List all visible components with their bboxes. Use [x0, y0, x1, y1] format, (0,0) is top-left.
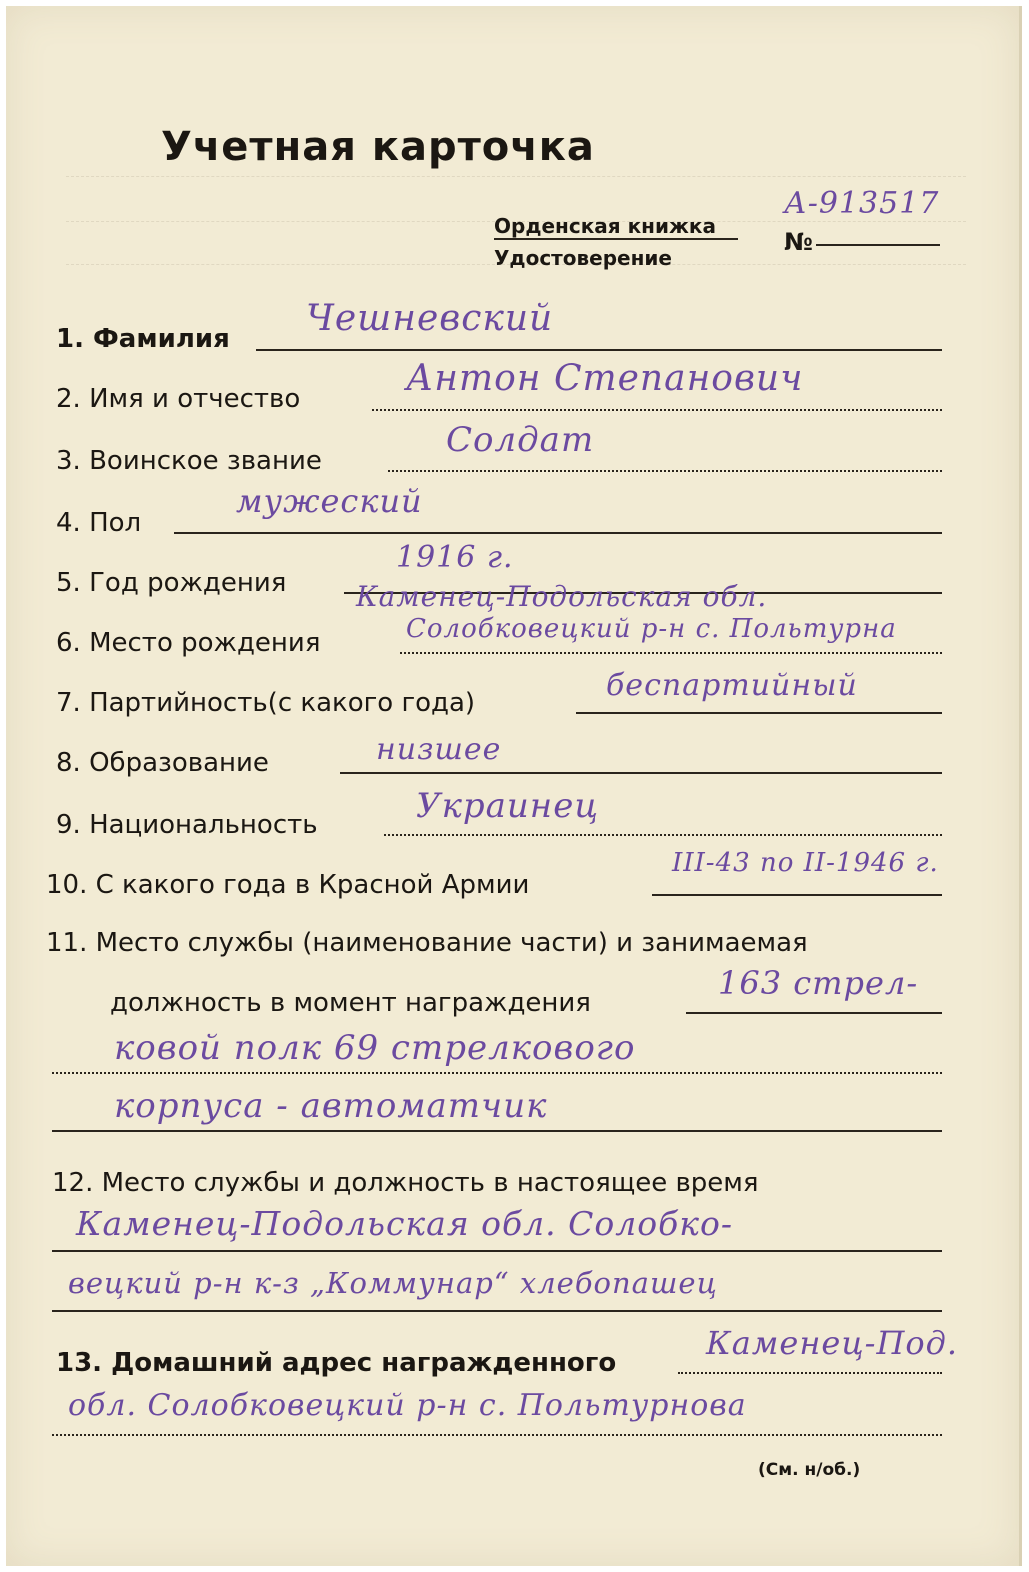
party-line: [576, 712, 942, 714]
order-book-label: Орденская книжка: [494, 214, 716, 238]
address-value-2: обл. Солобковецкий р-н с. Польтурнова: [68, 1388, 747, 1423]
service-value-2: ковой полк 69 стрелкового: [114, 1028, 636, 1068]
bleed-through-line: [66, 176, 966, 177]
party-label: 7. Партийность(с какого года): [56, 688, 476, 718]
nationality-label: 9. Национальность: [56, 810, 318, 840]
rank-label: 3. Воинское звание: [56, 446, 322, 476]
current-service-label: 12. Место службы и должность в настоящее время: [52, 1168, 759, 1198]
current-service-value-2: вецкий р-н к-з „Коммунар“ хлебопашец: [68, 1266, 718, 1300]
name-value: Антон Степанович: [406, 358, 804, 399]
birth-year-label: 5. Год рождения: [56, 568, 287, 598]
number-line: [816, 244, 940, 246]
number-value: А-913517: [784, 186, 940, 221]
education-value: низшее: [376, 732, 502, 767]
address-label: 13. Домашний адрес награжденного: [56, 1348, 617, 1378]
birthplace-label: 6. Место рождения: [56, 628, 321, 658]
birthplace-line: [400, 652, 942, 654]
current-service-value-1: Каменец-Подольская обл. Солобко-: [76, 1204, 734, 1243]
sex-label: 4. Пол: [56, 508, 142, 538]
party-value: беспартийный: [606, 668, 858, 703]
army-line: [652, 894, 942, 896]
education-line: [340, 772, 942, 774]
birth-year-value: 1916 г.: [396, 540, 514, 575]
surname-line: [256, 349, 942, 351]
education-label: 8. Образование: [56, 748, 269, 778]
number-label: №: [784, 228, 813, 256]
service-label-1: 11. Место службы (наименование части) и занимаемая: [46, 928, 808, 958]
order-book-strike: [494, 238, 738, 240]
birthplace-value-1: Каменец-Подольская обл.: [356, 580, 768, 613]
service-line-2: [52, 1072, 942, 1074]
sex-line: [174, 532, 942, 534]
service-label-2: должность в момент награждения: [110, 988, 591, 1018]
service-value-3: корпуса - автоматчик: [114, 1086, 548, 1126]
address-line-1: [678, 1372, 942, 1374]
army-value: III-43 по II-1946 г.: [672, 848, 939, 878]
current-service-line-1: [52, 1250, 942, 1252]
current-service-line-2: [52, 1310, 942, 1312]
rank-value: Солдат: [446, 420, 595, 460]
sex-value: мужеский: [236, 482, 423, 520]
name-line: [372, 409, 942, 411]
birthplace-value-2: Солобковецкий р-н с. Польтурна: [406, 614, 897, 644]
record-card: [6, 6, 1022, 1566]
name-label: 2. Имя и отчество: [56, 384, 301, 414]
service-value-1: 163 стрел-: [718, 964, 919, 1002]
surname-value: Чешневский: [306, 298, 554, 339]
service-line-1: [686, 1012, 942, 1014]
rank-line: [388, 470, 942, 472]
address-line-2: [52, 1434, 942, 1436]
nationality-line: [384, 834, 942, 836]
nationality-value: Украинец: [416, 786, 600, 826]
card-title: Учетная карточка: [161, 124, 595, 170]
army-label: 10. С какого года в Красной Армии: [46, 870, 530, 900]
certificate-label: Удостоверение: [494, 246, 672, 270]
surname-label: 1. Фамилия: [56, 324, 230, 354]
address-value-1: Каменец-Под.: [706, 1324, 959, 1362]
service-line-3: [52, 1130, 942, 1132]
see-reverse-note: (См. н/об.): [758, 1460, 861, 1480]
